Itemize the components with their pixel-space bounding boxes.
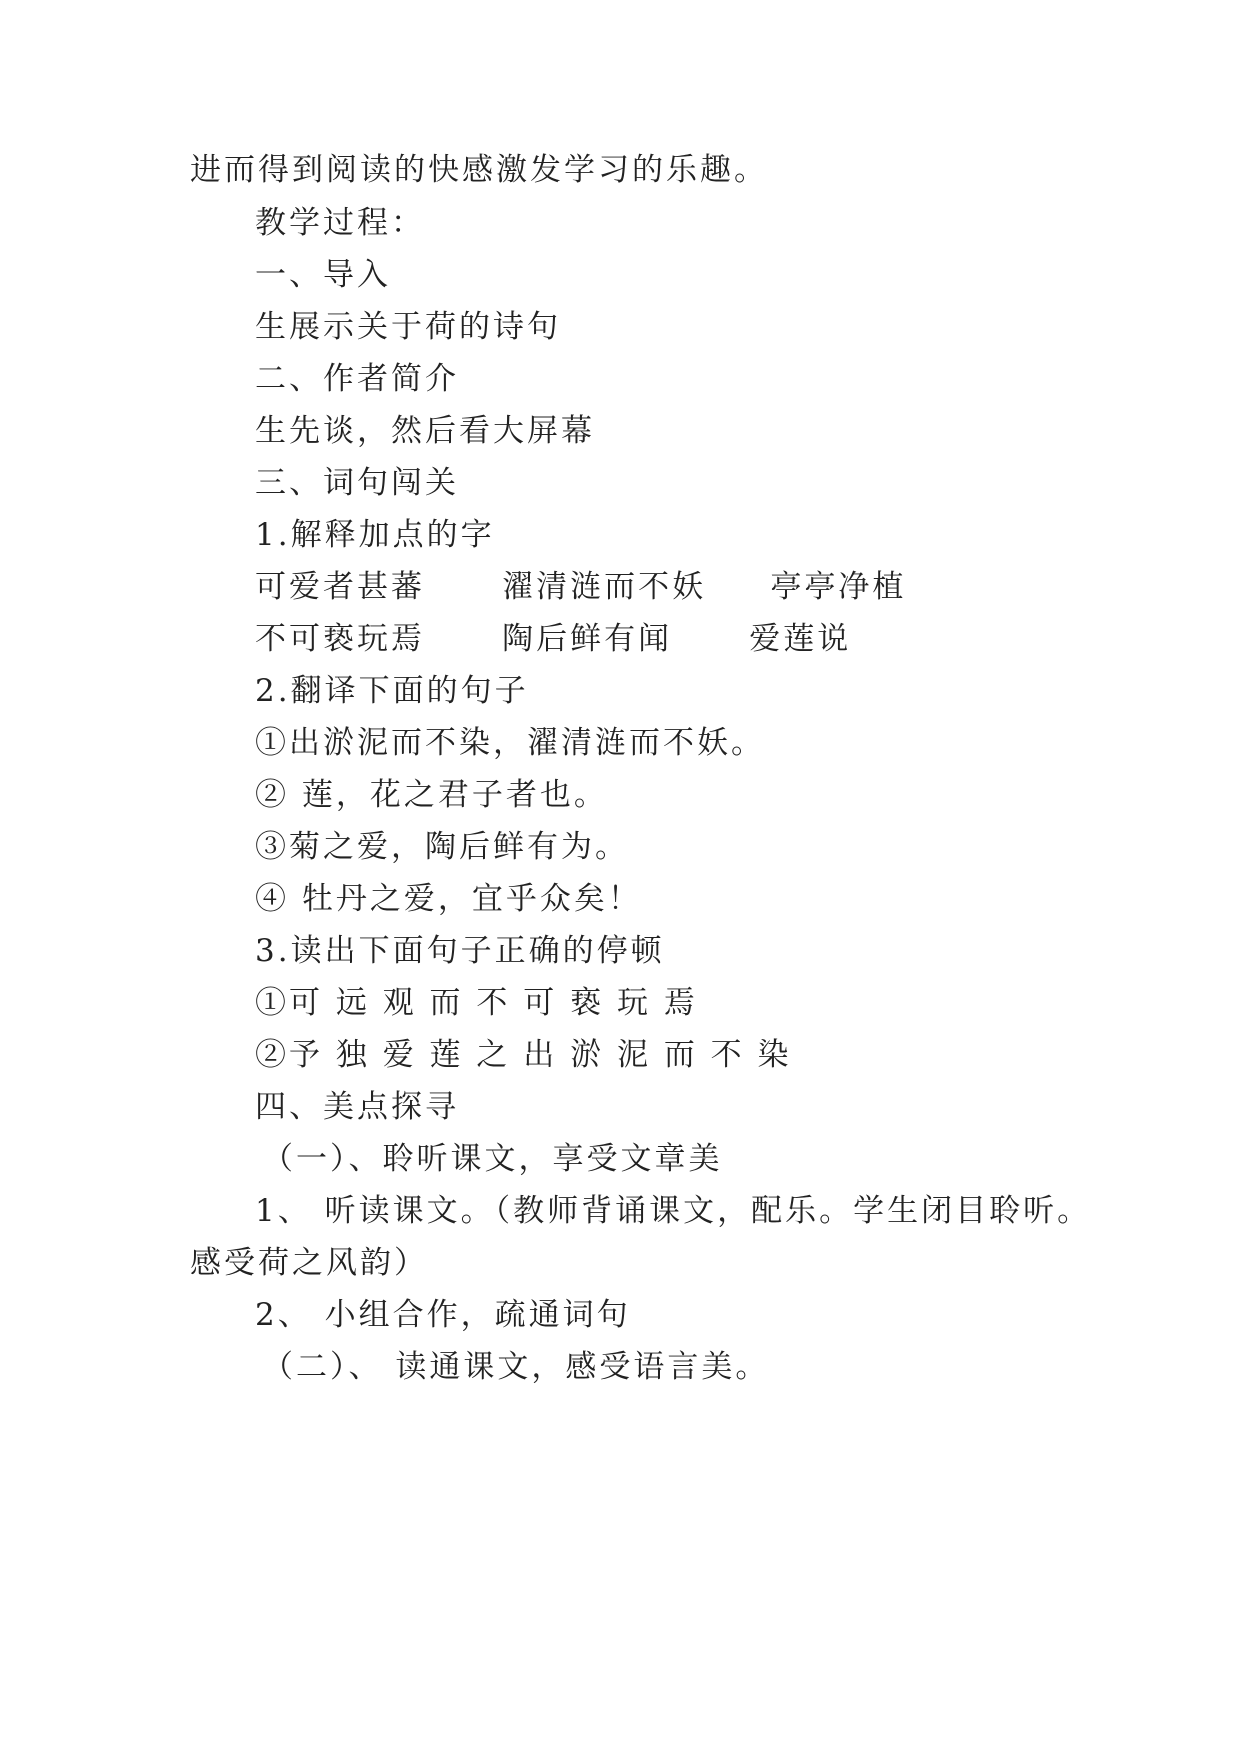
list-item: ①可 远 观 而 不 可 亵 玩 焉	[255, 985, 698, 1021]
text-line: 生先谈，然后看大屏幕	[255, 413, 595, 449]
text-line: 可爱者甚蕃 濯清涟而不妖 亭亭净植	[255, 569, 907, 605]
list-item: ③菊之爱，陶后鲜有为。	[255, 829, 629, 865]
list-item: ④ 牡丹之爱，宜乎众矣！	[255, 881, 642, 917]
list-item: ②予 独 爱 莲 之 出 淤 泥 而 不 染	[255, 1037, 792, 1073]
subheading-explain: 1.解释加点的字	[255, 517, 495, 553]
section-heading-words: 三、词句闯关	[255, 465, 459, 501]
text-line-continuation: 感受荷之风韵）	[190, 1245, 428, 1281]
text-line: 1、 听读课文。（教师背诵课文，配乐。学生闭目聆听。	[255, 1193, 1092, 1229]
section-heading-beauty: 四、美点探寻	[255, 1089, 459, 1125]
subheading-translate: 2.翻译下面的句子	[255, 673, 529, 709]
text-line: 2、 小组合作，疏通词句	[255, 1297, 631, 1333]
text-line: 生展示关于荷的诗句	[255, 309, 561, 345]
subheading-read: （二）、 读通课文，感受语言美。	[262, 1349, 770, 1385]
section-heading-author: 二、作者简介	[255, 361, 459, 397]
subheading-listen: （一）、聆听课文，享受文章美	[262, 1141, 723, 1177]
heading-teaching-process: 教学过程：	[255, 205, 425, 241]
section-heading-intro: 一、导入	[255, 257, 391, 293]
list-item: ①出淤泥而不染，濯清涟而不妖。	[255, 725, 765, 761]
subheading-pauses: 3.读出下面句子正确的停顿	[255, 933, 665, 969]
text-line: 不可亵玩焉 陶后鲜有闻 爱莲说	[255, 621, 852, 657]
text-line-continuation: 进而得到阅读的快感激发学习的乐趣。	[190, 152, 768, 188]
list-item: ② 莲，花之君子者也。	[255, 777, 608, 813]
